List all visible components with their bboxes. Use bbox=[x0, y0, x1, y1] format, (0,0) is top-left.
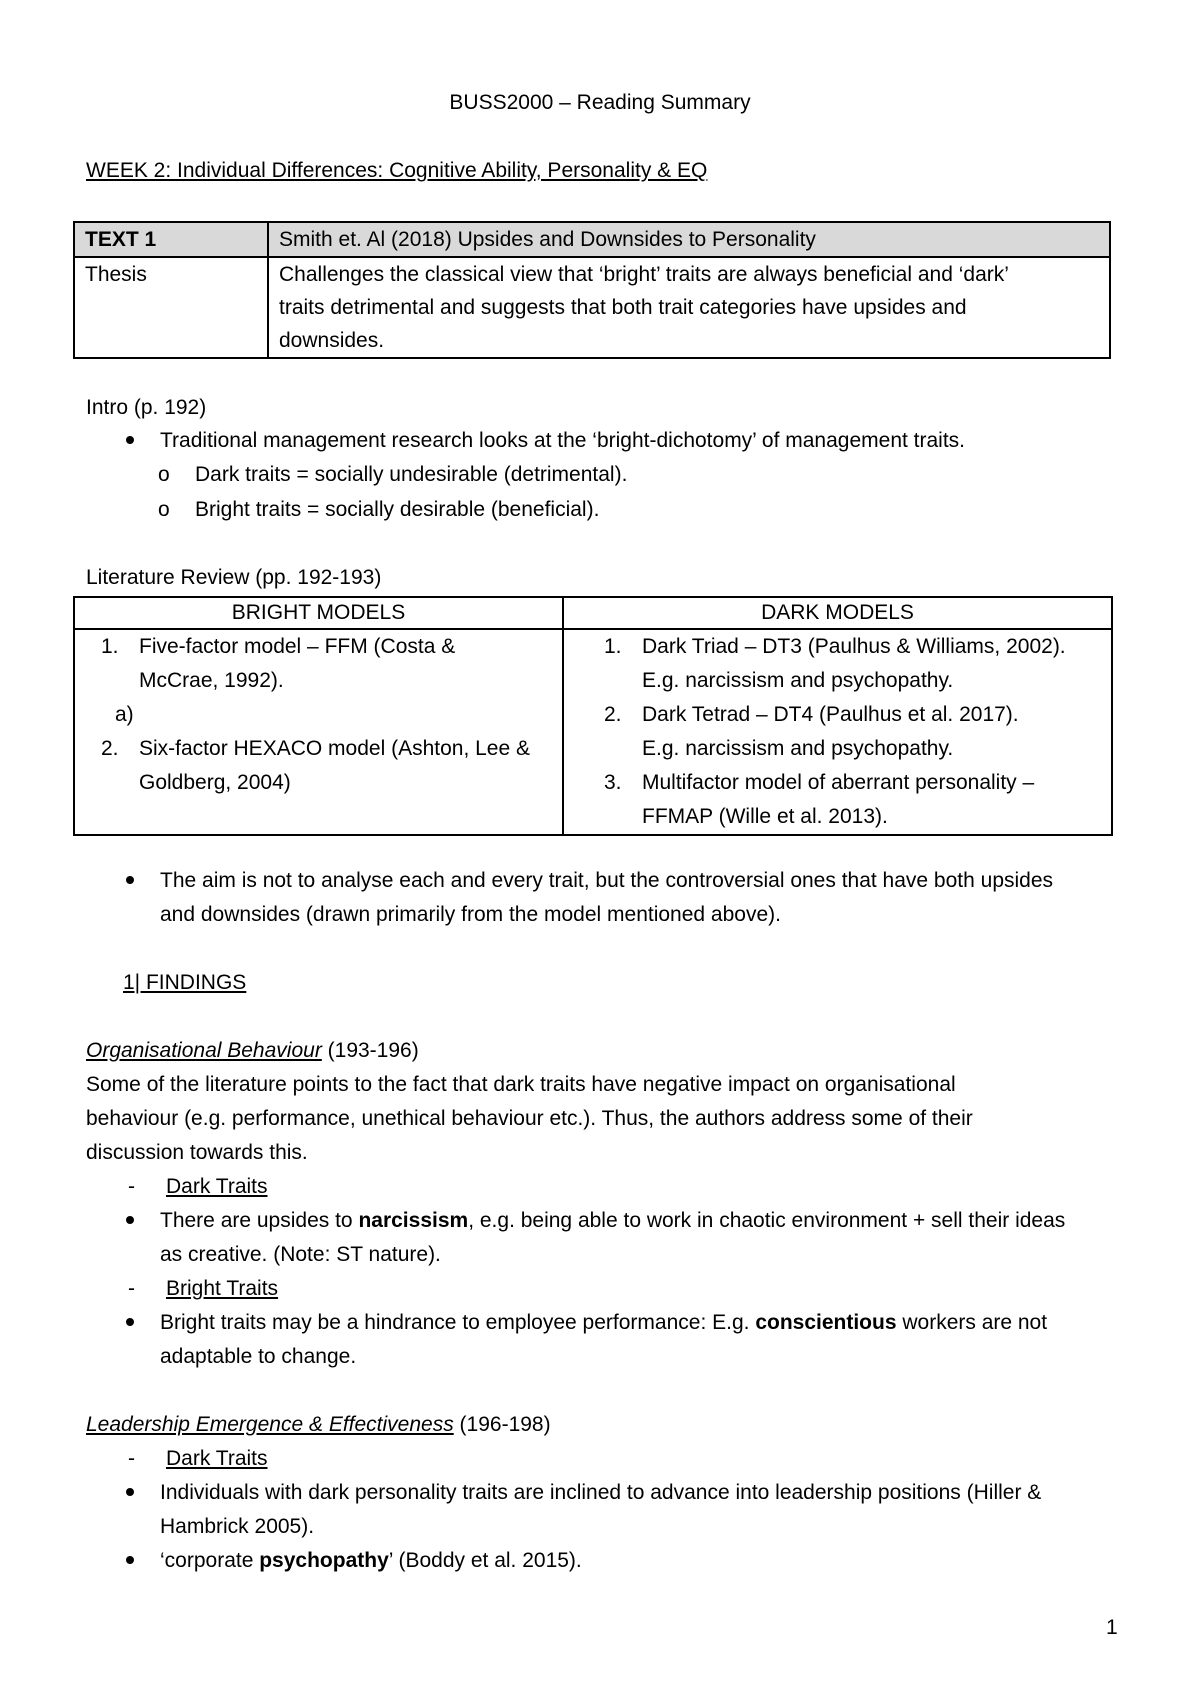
bullet-icon bbox=[126, 1488, 134, 1496]
circle-bullet-icon: o bbox=[158, 498, 170, 521]
org-bright-bullet-line2: adaptable to change. bbox=[160, 1345, 357, 1368]
thesis-line: downsides. bbox=[279, 329, 385, 352]
list-item: Goldberg, 2004) bbox=[139, 771, 291, 794]
dark-models-header: DARK MODELS bbox=[563, 597, 1112, 629]
bullet-icon bbox=[126, 1318, 134, 1326]
models-table bbox=[73, 596, 1113, 836]
aim-text: and downsides (drawn primarily from the model mentioned above). bbox=[160, 903, 781, 926]
findings-heading: 1| FINDINGS bbox=[123, 971, 247, 994]
bullet-icon bbox=[126, 436, 134, 444]
thesis-value-cell bbox=[268, 257, 1110, 358]
text-run: ’ (Boddy et al. 2015). bbox=[388, 1549, 582, 1572]
text-run: , e.g. being able to work in chaotic environment + sell their ideas bbox=[468, 1209, 1066, 1232]
text-run: Bright traits may be a hindrance to employee performance: E.g. bbox=[160, 1311, 756, 1334]
psychopathy-bullet bbox=[160, 1544, 582, 1578]
dash-marker: - bbox=[128, 1277, 135, 1300]
leadership-bullet-line2: Hambrick 2005). bbox=[160, 1515, 315, 1538]
leadership-bullet: Individuals with dark personality traits are inclined to advance into leadership positions (Hiller & bbox=[160, 1481, 1042, 1504]
text-run: workers are not bbox=[896, 1311, 1048, 1334]
list-item: Five-factor model – FFM (Costa & bbox=[139, 635, 456, 658]
text-run: ‘corporate bbox=[160, 1549, 260, 1572]
paragraph-line: behaviour (e.g. performance, unethical behaviour etc.). Thus, the authors address some of their bbox=[86, 1107, 973, 1130]
list-item: Dark Tetrad – DT4 (Paulhus et al. 2017). bbox=[642, 703, 1019, 726]
emphasis-text: conscientious bbox=[755, 1311, 897, 1334]
thesis-label-cell: Thesis bbox=[74, 257, 268, 358]
lit-review-heading: Literature Review (pp. 192-193) bbox=[86, 566, 382, 589]
list-item: McCrae, 1992). bbox=[139, 669, 284, 692]
bright-models-cell bbox=[74, 629, 563, 835]
text-label-cell: TEXT 1 bbox=[74, 222, 268, 257]
intro-bullet: Traditional management research looks at the ‘bright-dichotomy’ of management traits. bbox=[160, 429, 966, 452]
circle-bullet-icon: o bbox=[158, 463, 170, 486]
list-number: 3. bbox=[604, 771, 622, 794]
list-item: FFMAP (Wille et al. 2013). bbox=[642, 805, 888, 828]
emphasis-text: psychopathy bbox=[259, 1549, 389, 1572]
bullet-icon bbox=[126, 1556, 134, 1564]
list-item: Dark Triad – DT3 (Paulhus & Williams, 2002). bbox=[642, 635, 1066, 658]
paragraph-line: Some of the literature points to the fact that dark traits have negative impact on organisational bbox=[86, 1073, 956, 1096]
text-citation-cell: Smith et. Al (2018) Upsides and Downsides to Personality bbox=[268, 222, 1110, 257]
dash-marker: - bbox=[128, 1447, 135, 1470]
leadership-title: Leadership Emergence & Effectiveness bbox=[86, 1413, 454, 1436]
leadership-heading bbox=[86, 1408, 551, 1442]
org-behaviour-heading bbox=[86, 1034, 419, 1068]
list-number: 1. bbox=[101, 635, 119, 658]
list-item: E.g. narcissism and psychopathy. bbox=[642, 737, 954, 760]
aim-text: The aim is not to analyse each and every trait, but the controversial ones that have both upsides bbox=[160, 869, 1054, 892]
bullet-icon bbox=[126, 1216, 134, 1224]
dark-models-cell bbox=[563, 629, 1112, 835]
list-item: Multifactor model of aberrant personality – bbox=[642, 771, 1035, 794]
page-number: 1 bbox=[1106, 1616, 1118, 1639]
thesis-line: traits detrimental and suggests that both trait categories have upsides and bbox=[279, 296, 967, 319]
table-row bbox=[74, 257, 1110, 358]
list-number: 1. bbox=[604, 635, 622, 658]
dark-traits-label: Dark Traits bbox=[166, 1447, 268, 1470]
list-number: 2. bbox=[101, 737, 119, 760]
bullet-icon bbox=[126, 876, 134, 884]
table-row bbox=[74, 629, 1112, 835]
intro-sub-item: Dark traits = socially undesirable (detrimental). bbox=[195, 463, 628, 486]
text-summary-table bbox=[73, 221, 1111, 359]
page-range: (196-198) bbox=[453, 1413, 551, 1436]
list-number: 2. bbox=[604, 703, 622, 726]
org-dark-bullet-line2: as creative. (Note: ST nature). bbox=[160, 1243, 441, 1266]
dash-marker: - bbox=[128, 1175, 135, 1198]
org-dark-bullet bbox=[160, 1204, 1065, 1238]
text-run: There are upsides to bbox=[160, 1209, 359, 1232]
list-item: E.g. narcissism and psychopathy. bbox=[642, 669, 954, 692]
page-range: (193-196) bbox=[321, 1039, 419, 1062]
org-bright-bullet bbox=[160, 1306, 1047, 1340]
intro-sub-item: Bright traits = socially desirable (beneficial). bbox=[195, 498, 600, 521]
bright-models-header: BRIGHT MODELS bbox=[74, 597, 563, 629]
thesis-line: Challenges the classical view that ‘bright’ traits are always beneficial and ‘dark’ bbox=[279, 263, 1009, 286]
bright-traits-label: Bright Traits bbox=[166, 1277, 279, 1300]
paragraph-line: discussion towards this. bbox=[86, 1141, 308, 1164]
org-behaviour-title: Organisational Behaviour bbox=[86, 1039, 322, 1062]
dark-traits-label: Dark Traits bbox=[166, 1175, 268, 1198]
document-title: BUSS2000 – Reading Summary bbox=[449, 91, 751, 114]
list-item: Six-factor HEXACO model (Ashton, Lee & bbox=[139, 737, 530, 760]
week-heading: WEEK 2: Individual Differences: Cognitive Ability, Personality & EQ bbox=[86, 159, 708, 182]
list-letter: a) bbox=[115, 703, 134, 726]
table-header-row bbox=[74, 597, 1112, 629]
intro-heading: Intro (p. 192) bbox=[86, 396, 207, 419]
emphasis-text: narcissism bbox=[358, 1209, 469, 1232]
table-row bbox=[74, 222, 1110, 257]
